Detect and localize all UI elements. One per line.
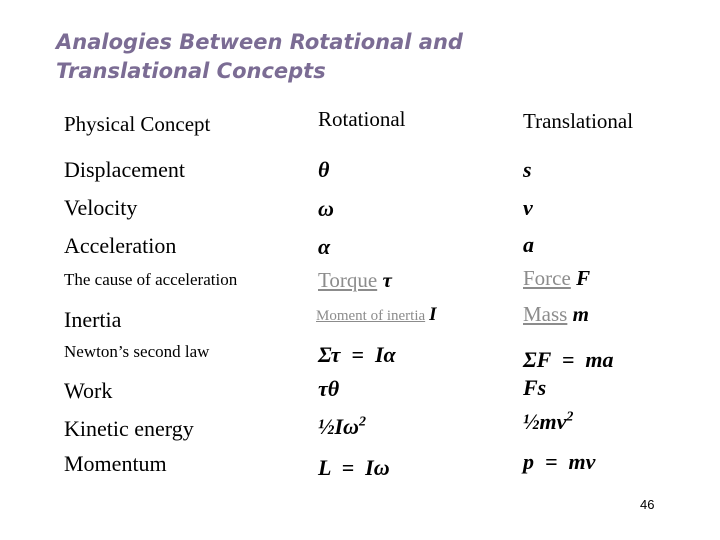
trans-velocity: v xyxy=(523,195,533,220)
slide-title xyxy=(56,28,616,86)
rot-cause-symbol: τ xyxy=(382,268,392,292)
rot-kinetic-energy xyxy=(318,414,366,440)
rot-cause-word: Torque xyxy=(318,268,378,292)
rot-ke-base: ½Iω xyxy=(318,414,359,439)
trans-newtons-second-law: ΣF = ma xyxy=(523,347,614,372)
rot-acceleration: α xyxy=(318,234,331,259)
rot-inertia-word: Moment of inertia xyxy=(316,308,426,324)
rot-newtons-second-law: Στ = Iα xyxy=(318,342,396,367)
concept-kinetic-energy: Kinetic energy xyxy=(64,416,194,441)
header-rotational: Rotational xyxy=(318,107,406,131)
title-line-2: Translational Concepts xyxy=(56,59,326,83)
concept-work: Work xyxy=(64,378,113,403)
rot-cause-of-acceleration xyxy=(318,268,392,293)
concept-velocity: Velocity xyxy=(64,195,138,220)
rot-work: τθ xyxy=(318,376,340,401)
trans-ke-exponent: 2 xyxy=(566,409,574,425)
trans-inertia-symbol: m xyxy=(572,302,589,326)
rot-velocity: ω xyxy=(318,196,334,221)
trans-cause-of-acceleration xyxy=(523,266,590,291)
rot-inertia xyxy=(316,304,437,326)
concept-inertia: Inertia xyxy=(64,307,122,332)
trans-displacement: s xyxy=(523,157,532,182)
concept-cause-of-acceleration: The cause of acceleration xyxy=(64,270,238,289)
header-translational: Translational xyxy=(523,109,634,133)
rot-inertia-symbol: I xyxy=(429,304,437,325)
trans-cause-word: Force xyxy=(523,266,571,290)
trans-ke-base: ½mv xyxy=(523,409,567,434)
rot-ke-exponent: 2 xyxy=(358,414,366,430)
concept-acceleration: Acceleration xyxy=(64,233,177,258)
trans-kinetic-energy xyxy=(523,409,573,435)
page-number: 46 xyxy=(640,497,655,512)
trans-inertia-word: Mass xyxy=(523,302,568,326)
rot-displacement: θ xyxy=(318,157,330,182)
title-line-1: Analogies Between Rotational and xyxy=(56,30,463,54)
concept-momentum: Momentum xyxy=(64,451,167,476)
trans-work: Fs xyxy=(523,375,547,400)
concept-displacement: Displacement xyxy=(64,157,185,182)
concept-newtons-second-law: Newton’s second law xyxy=(64,342,210,361)
trans-acceleration: a xyxy=(523,232,534,257)
trans-inertia xyxy=(523,302,589,327)
rot-momentum: L = Iω xyxy=(318,455,390,480)
trans-momentum: p = mv xyxy=(523,449,596,474)
trans-cause-symbol: F xyxy=(576,266,591,290)
header-physical-concept: Physical Concept xyxy=(64,112,211,136)
